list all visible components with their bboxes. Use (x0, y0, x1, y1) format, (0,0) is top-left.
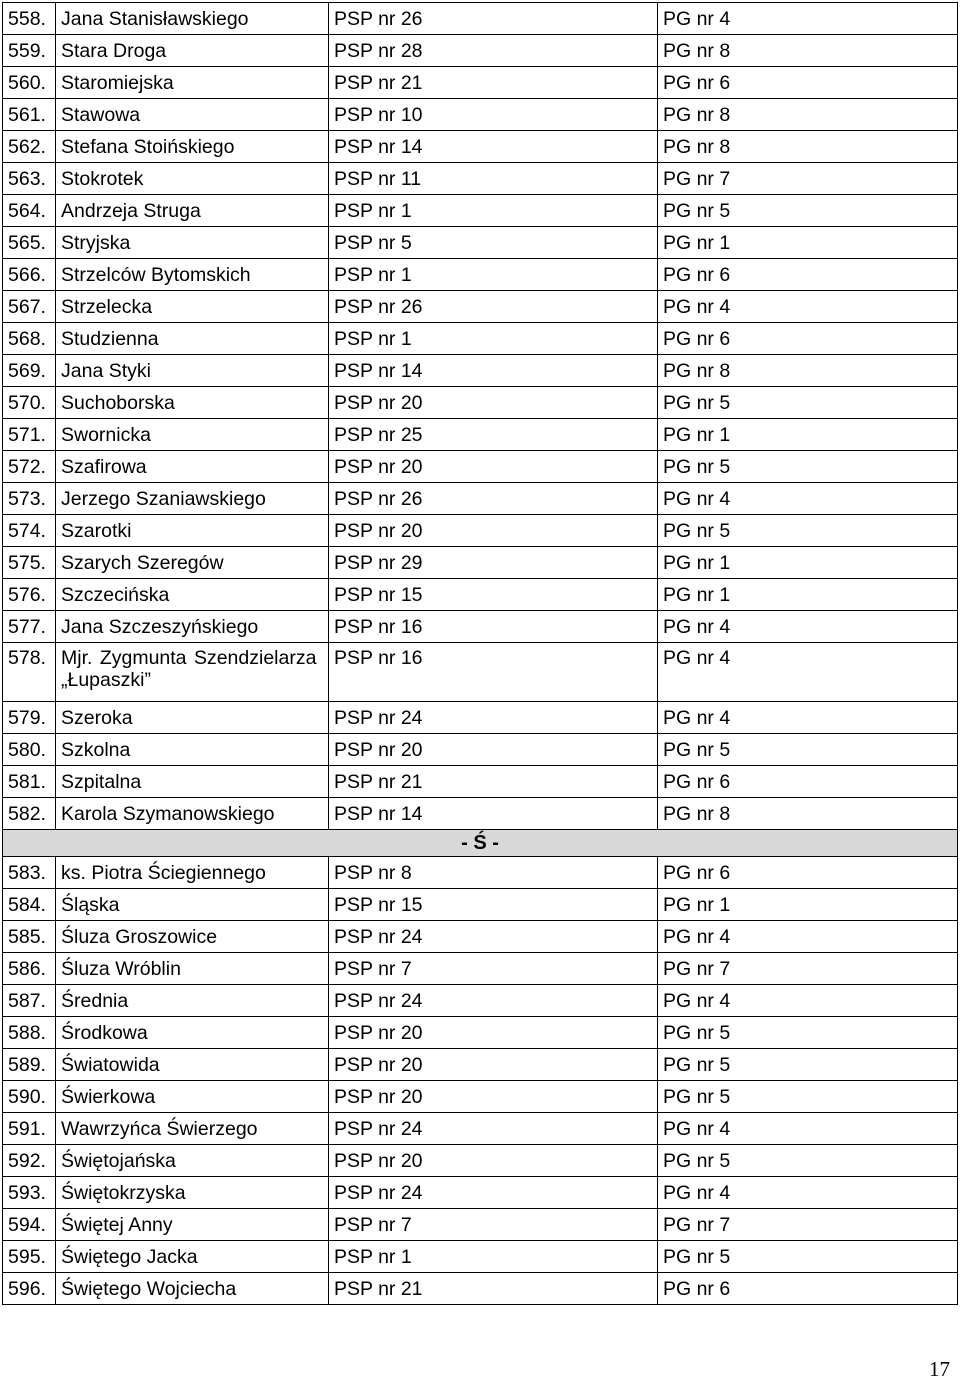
row-number: 587. (3, 985, 56, 1017)
middle-school: PG nr 6 (658, 259, 958, 291)
row-number: 583. (3, 857, 56, 889)
street-name: Suchoborska (56, 387, 329, 419)
row-number: 570. (3, 387, 56, 419)
primary-school: PSP nr 28 (329, 35, 658, 67)
table-row (3, 734, 958, 766)
middle-school: PG nr 5 (658, 1145, 958, 1177)
table-row (3, 547, 958, 579)
middle-school: PG nr 4 (658, 3, 958, 35)
primary-school: PSP nr 20 (329, 1017, 658, 1049)
row-number: 579. (3, 702, 56, 734)
street-name: Szkolna (56, 734, 329, 766)
row-number: 558. (3, 3, 56, 35)
street-name: Wawrzyńca Świerzego (56, 1113, 329, 1145)
street-name: Śluza Groszowice (56, 921, 329, 953)
table-row (3, 579, 958, 611)
primary-school: PSP nr 29 (329, 547, 658, 579)
row-number: 595. (3, 1241, 56, 1273)
row-number: 562. (3, 131, 56, 163)
middle-school: PG nr 4 (658, 921, 958, 953)
middle-school: PG nr 7 (658, 163, 958, 195)
street-name: Karola Szymanowskiego (56, 798, 329, 830)
rows-before-section (3, 3, 958, 830)
street-name: Światowida (56, 1049, 329, 1081)
row-number: 588. (3, 1017, 56, 1049)
row-number: 568. (3, 323, 56, 355)
middle-school: PG nr 4 (658, 483, 958, 515)
table-row (3, 1081, 958, 1113)
row-number: 575. (3, 547, 56, 579)
primary-school: PSP nr 24 (329, 1177, 658, 1209)
row-number: 572. (3, 451, 56, 483)
table-row (3, 451, 958, 483)
street-name: Świerkowa (56, 1081, 329, 1113)
table-row (3, 921, 958, 953)
primary-school: PSP nr 24 (329, 985, 658, 1017)
street-name: Stawowa (56, 99, 329, 131)
street-name: Jana Szczeszyńskiego (56, 611, 329, 643)
street-name: Szpitalna (56, 766, 329, 798)
row-number: 578. (3, 643, 56, 702)
primary-school: PSP nr 1 (329, 259, 658, 291)
primary-school: PSP nr 21 (329, 1273, 658, 1305)
table-row (3, 483, 958, 515)
primary-school: PSP nr 20 (329, 1049, 658, 1081)
row-number: 566. (3, 259, 56, 291)
primary-school: PSP nr 25 (329, 419, 658, 451)
middle-school: PG nr 5 (658, 734, 958, 766)
table-row (3, 35, 958, 67)
middle-school: PG nr 8 (658, 99, 958, 131)
row-number: 594. (3, 1209, 56, 1241)
primary-school: PSP nr 15 (329, 579, 658, 611)
primary-school: PSP nr 14 (329, 355, 658, 387)
middle-school: PG nr 8 (658, 35, 958, 67)
middle-school: PG nr 4 (658, 1113, 958, 1145)
row-number: 593. (3, 1177, 56, 1209)
street-name: Strzelców Bytomskich (56, 259, 329, 291)
primary-school: PSP nr 26 (329, 3, 658, 35)
primary-school: PSP nr 1 (329, 323, 658, 355)
street-name: Stara Droga (56, 35, 329, 67)
primary-school: PSP nr 20 (329, 734, 658, 766)
row-number: 591. (3, 1113, 56, 1145)
middle-school: PG nr 8 (658, 355, 958, 387)
primary-school: PSP nr 26 (329, 291, 658, 323)
table-row (3, 611, 958, 643)
primary-school: PSP nr 5 (329, 227, 658, 259)
street-name: Swornicka (56, 419, 329, 451)
section-header: - Ś - (3, 830, 958, 857)
table-row (3, 259, 958, 291)
table-row (3, 1145, 958, 1177)
row-number: 584. (3, 889, 56, 921)
row-number: 581. (3, 766, 56, 798)
table-row (3, 889, 958, 921)
street-name: Świętego Jacka (56, 1241, 329, 1273)
middle-school: PG nr 4 (658, 985, 958, 1017)
street-name: Szeroka (56, 702, 329, 734)
primary-school: PSP nr 1 (329, 195, 658, 227)
section-header-body (3, 830, 958, 857)
table-row (3, 766, 958, 798)
primary-school: PSP nr 24 (329, 921, 658, 953)
middle-school: PG nr 6 (658, 857, 958, 889)
middle-school: PG nr 5 (658, 1241, 958, 1273)
street-name: Strzelecka (56, 291, 329, 323)
row-number: 580. (3, 734, 56, 766)
page-number: 17 (929, 1357, 950, 1381)
table-row (3, 1017, 958, 1049)
table-row (3, 1113, 958, 1145)
middle-school: PG nr 5 (658, 515, 958, 547)
table-row (3, 857, 958, 889)
street-name: ks. Piotra Ściegiennego (56, 857, 329, 889)
row-number: 585. (3, 921, 56, 953)
middle-school: PG nr 6 (658, 766, 958, 798)
primary-school: PSP nr 21 (329, 766, 658, 798)
middle-school: PG nr 5 (658, 1081, 958, 1113)
table-row (3, 131, 958, 163)
primary-school: PSP nr 24 (329, 1113, 658, 1145)
street-name: Świętokrzyska (56, 1177, 329, 1209)
table-row (3, 419, 958, 451)
table-row (3, 798, 958, 830)
street-name: Szafirowa (56, 451, 329, 483)
table-row (3, 195, 958, 227)
street-name: Jerzego Szaniawskiego (56, 483, 329, 515)
middle-school: PG nr 4 (658, 1177, 958, 1209)
street-name: Stryjska (56, 227, 329, 259)
primary-school: PSP nr 20 (329, 1145, 658, 1177)
street-name: Szczecińska (56, 579, 329, 611)
row-number: 571. (3, 419, 56, 451)
street-name: Mjr. Zygmunta Szendzielarza „Łupaszki” (56, 643, 329, 702)
middle-school: PG nr 5 (658, 1017, 958, 1049)
middle-school: PG nr 1 (658, 579, 958, 611)
middle-school: PG nr 6 (658, 67, 958, 99)
row-number: 565. (3, 227, 56, 259)
primary-school: PSP nr 16 (329, 611, 658, 643)
row-number: 590. (3, 1081, 56, 1113)
primary-school: PSP nr 7 (329, 953, 658, 985)
table-row (3, 227, 958, 259)
middle-school: PG nr 4 (658, 291, 958, 323)
primary-school: PSP nr 14 (329, 798, 658, 830)
primary-school: PSP nr 20 (329, 1081, 658, 1113)
middle-school: PG nr 5 (658, 1049, 958, 1081)
street-name: Śląska (56, 889, 329, 921)
middle-school: PG nr 6 (658, 323, 958, 355)
row-number: 582. (3, 798, 56, 830)
row-number: 564. (3, 195, 56, 227)
street-name: Studzienna (56, 323, 329, 355)
table-row (3, 643, 958, 702)
table-row (3, 985, 958, 1017)
table-row (3, 515, 958, 547)
street-name: Szarych Szeregów (56, 547, 329, 579)
table-row (3, 355, 958, 387)
primary-school: PSP nr 11 (329, 163, 658, 195)
street-name: Andrzeja Struga (56, 195, 329, 227)
table-row (3, 163, 958, 195)
row-number: 576. (3, 579, 56, 611)
row-number: 563. (3, 163, 56, 195)
primary-school: PSP nr 20 (329, 387, 658, 419)
street-name: Świętej Anny (56, 1209, 329, 1241)
street-name: Środkowa (56, 1017, 329, 1049)
primary-school: PSP nr 10 (329, 99, 658, 131)
row-number: 559. (3, 35, 56, 67)
table-row (3, 1241, 958, 1273)
row-number: 574. (3, 515, 56, 547)
section-header-row (3, 830, 958, 857)
rows-after-section (3, 857, 958, 1305)
row-number: 561. (3, 99, 56, 131)
middle-school: PG nr 8 (658, 798, 958, 830)
street-name: Świętojańska (56, 1145, 329, 1177)
primary-school: PSP nr 8 (329, 857, 658, 889)
primary-school: PSP nr 24 (329, 702, 658, 734)
street-name: Szarotki (56, 515, 329, 547)
table-row (3, 1273, 958, 1305)
table-row (3, 702, 958, 734)
middle-school: PG nr 8 (658, 131, 958, 163)
primary-school: PSP nr 7 (329, 1209, 658, 1241)
street-name: Jana Styki (56, 355, 329, 387)
row-number: 567. (3, 291, 56, 323)
row-number: 589. (3, 1049, 56, 1081)
table-row (3, 1177, 958, 1209)
middle-school: PG nr 1 (658, 889, 958, 921)
table-row (3, 1049, 958, 1081)
row-number: 586. (3, 953, 56, 985)
primary-school: PSP nr 1 (329, 1241, 658, 1273)
middle-school: PG nr 4 (658, 643, 958, 702)
street-name: Świętego Wojciecha (56, 1273, 329, 1305)
street-name: Stefana Stoińskiego (56, 131, 329, 163)
street-name: Śluza Wróblin (56, 953, 329, 985)
row-number: 569. (3, 355, 56, 387)
middle-school: PG nr 1 (658, 547, 958, 579)
table-row (3, 953, 958, 985)
table-row (3, 3, 958, 35)
table-row (3, 67, 958, 99)
primary-school: PSP nr 15 (329, 889, 658, 921)
primary-school: PSP nr 20 (329, 451, 658, 483)
middle-school: PG nr 5 (658, 195, 958, 227)
street-name: Średnia (56, 985, 329, 1017)
table-row (3, 387, 958, 419)
middle-school: PG nr 4 (658, 611, 958, 643)
middle-school: PG nr 5 (658, 451, 958, 483)
primary-school: PSP nr 14 (329, 131, 658, 163)
street-name: Stokrotek (56, 163, 329, 195)
row-number: 560. (3, 67, 56, 99)
primary-school: PSP nr 26 (329, 483, 658, 515)
primary-school: PSP nr 16 (329, 643, 658, 702)
row-number: 577. (3, 611, 56, 643)
row-number: 596. (3, 1273, 56, 1305)
middle-school: PG nr 6 (658, 1273, 958, 1305)
street-name: Staromiejska (56, 67, 329, 99)
middle-school: PG nr 5 (658, 387, 958, 419)
middle-school: PG nr 4 (658, 702, 958, 734)
middle-school: PG nr 1 (658, 227, 958, 259)
table-row (3, 99, 958, 131)
middle-school: PG nr 7 (658, 953, 958, 985)
row-number: 573. (3, 483, 56, 515)
table-row (3, 1209, 958, 1241)
street-name: Jana Stanisławskiego (56, 3, 329, 35)
primary-school: PSP nr 21 (329, 67, 658, 99)
table-row (3, 323, 958, 355)
table-row (3, 291, 958, 323)
row-number: 592. (3, 1145, 56, 1177)
primary-school: PSP nr 20 (329, 515, 658, 547)
middle-school: PG nr 1 (658, 419, 958, 451)
street-assignment-table (2, 2, 958, 1305)
middle-school: PG nr 7 (658, 1209, 958, 1241)
